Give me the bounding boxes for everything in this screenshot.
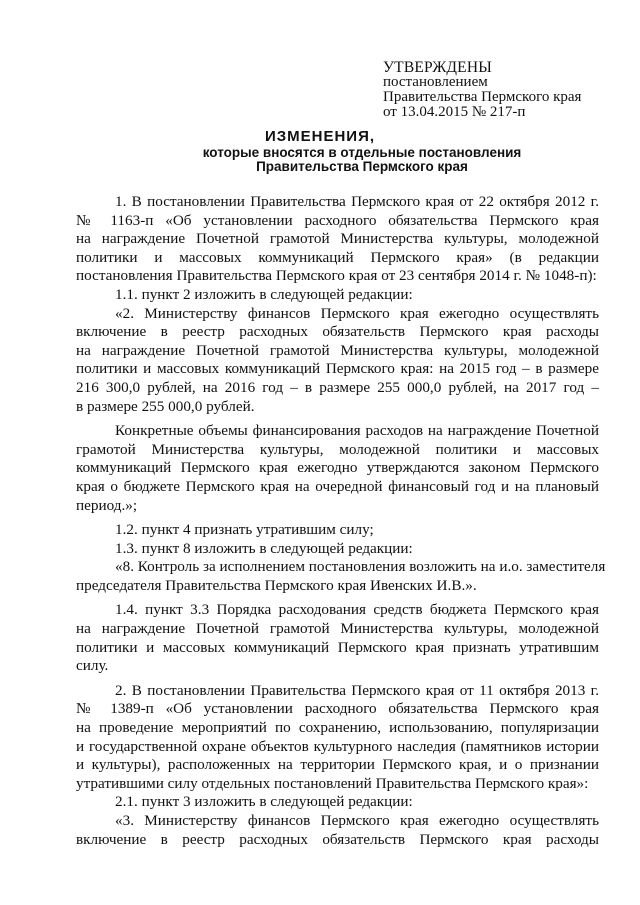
document-body (76, 193, 606, 849)
text-line: утратившими силу отдельных постановлений Правительства Пермского края»: (76, 774, 589, 792)
text-line: и культуры), расположенных на территории Пермского края, и о признании (76, 756, 599, 774)
text-line: в размере 255 000,0 рублей. (76, 397, 255, 415)
text-line: № 1163-п «Об установлении расходного обязательства Пермского края (76, 211, 599, 229)
approval-line-3: от 13.04.2015 № 217-п (383, 104, 526, 120)
text-line: включение в реестр расходных обязательств Пермского края расходы (76, 323, 599, 341)
text-line: постановления Правительства Пермского края от 23 сентября 2014 г. № 1048-п): (76, 267, 597, 285)
text-line: на награждение Почетной грамотой Министерства культуры, молодежной (76, 620, 599, 638)
text-line: 1.2. пункт 4 признать утратившим силу; (115, 521, 374, 539)
text-line: «3. Министерству финансов Пермского края ежегодно осуществлять (115, 812, 599, 829)
approval-line-1: постановлением (383, 74, 488, 90)
text-line: № 1389-п «Об установлении расходного обязательства Пермского края (76, 700, 599, 718)
text-line: коммуникаций Пермского края ежегодно утверждаются законом Пермского (76, 459, 599, 477)
text-line: на награждение Почетной грамотой Министерства культуры, молодежной (76, 341, 599, 359)
document-title: ИЗМЕНЕНИЯ, (264, 128, 376, 145)
text-line: края о бюджете Пермского края на очередной финансовый год и на плановый (76, 477, 599, 495)
text-line: на награждение Почетной грамотой Министерства культуры, молодежной (76, 230, 599, 248)
text-line: силу. (76, 657, 109, 675)
document-subtitle-line-2: Правительства Пермского края (256, 159, 468, 174)
text-line: на проведение мероприятий по сохранению, использованию, популяризации (76, 719, 599, 737)
text-line: 216 300,0 рублей, на 2016 год – в размере 255 000,0 рублей, на 2017 год – (76, 378, 599, 396)
text-line: Конкретные объемы финансирования расходов на награждение Почетной (115, 422, 599, 440)
text-line: включение в реестр расходных обязательств Пермского края расходы (76, 830, 599, 848)
text-line: и государственной охране объектов культурного наследия (памятников истории (76, 737, 599, 755)
text-line: грамотой Министерства культуры, молодежной политики и массовых (76, 440, 599, 458)
document-subtitle (192, 146, 532, 174)
text-line: 1.4. пункт 3.3 Порядка расходования средств бюджета Пермского края (115, 601, 599, 619)
text-line: 2.1. пункт 3 изложить в следующей редакции: (115, 793, 413, 811)
text-line: политики и массовых коммуникаций Пермского края» (в редакции (76, 248, 599, 266)
approval-stamp (383, 60, 623, 120)
document-subtitle-line-1: которые вносятся в отдельные постановления (202, 145, 522, 160)
text-line: председателя Правительства Пермского края Ивенских И.В.». (76, 576, 477, 594)
text-line: «2. Министерству финансов Пермского края ежегодно осуществлять (115, 304, 599, 322)
approval-line-2: Правительства Пермского края (383, 89, 582, 105)
text-line: период.»; (76, 496, 138, 514)
text-line: 1.3. пункт 8 изложить в следующей редакции: (115, 539, 413, 557)
text-line: 1.1. пункт 2 изложить в следующей редакции: (115, 285, 413, 303)
text-line: политики и массовых коммуникаций Пермского края: на 2015 год – в размере (76, 360, 599, 378)
approval-title: УТВЕРЖДЕНЫ (383, 59, 492, 76)
text-line: политики и массовых коммуникаций Пермского края признать утратившим (76, 638, 599, 656)
text-line: 1. В постановлении Правительства Пермского края от 22 октября 2012 г. (115, 193, 599, 210)
text-line: 2. В постановлении Правительства Пермского края от 11 октября 2013 г. (115, 681, 599, 699)
text-line: «8. Контроль за исполнением постановления возложить на и.о. заместителя (115, 558, 606, 576)
